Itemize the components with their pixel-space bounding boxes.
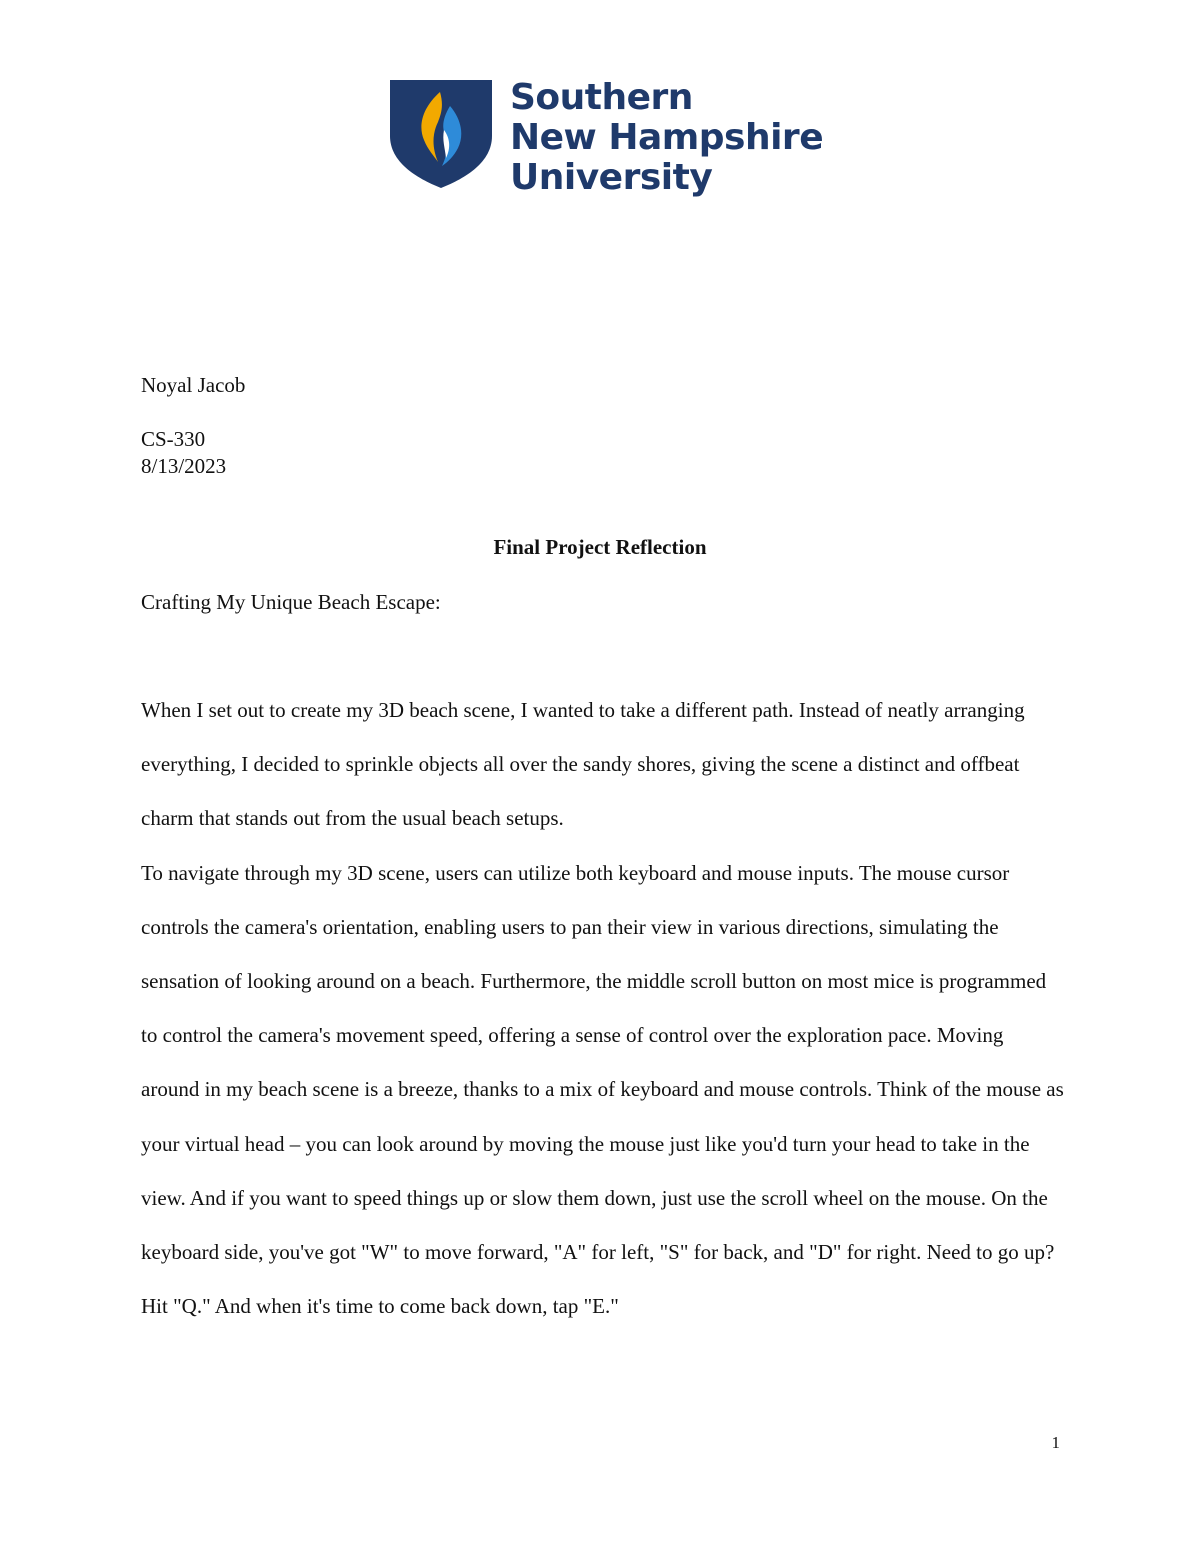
submission-date: 8/13/2023 (141, 454, 227, 478)
university-name (510, 78, 823, 198)
course-code: CS-330 (141, 427, 206, 451)
author-name: Noyal Jacob (141, 373, 246, 397)
university-logo (388, 77, 824, 200)
body-text (141, 683, 1066, 1333)
shield-flame-icon (388, 78, 494, 190)
section-heading: Crafting My Unique Beach Escape: (141, 590, 441, 614)
document-title: Final Project Reflection (493, 535, 707, 559)
page-number: 1 (1051, 1433, 1060, 1452)
logo-line-southern: Southern (510, 77, 693, 118)
paragraph: To navigate through my 3D scene, users can utilize both keyboard and mouse inputs. The mouse cursor controls the camera's orientation, enabling users to pan their view in various directions, simulating the sensation of looking around on a beach. Furthermore, the middle scroll button on most mice is programmed to control the camera's movement speed, offering a sense of control over the exploration pace. Moving around in my beach scene is a breeze, thanks to a mix of keyboard and mouse controls. Think of the mouse as your virtual head – you can look around by moving the mouse just like you'd turn your head to take in the view. And if you want to speed things up or slow them down, just use the scroll wheel on the mouse. On the keyboard side, you've got "W" to move forward, "A" for left, "S" for back, and "D" for right. Need to go up? Hit "Q." And when it's time to come back down, tap "E." (141, 860, 1064, 1319)
logo-line-university: University (510, 157, 713, 198)
logo-line-new-hampshire: New Hampshire (510, 117, 824, 158)
paragraph: When I set out to create my 3D beach scene, I wanted to take a different path. Instead of neatly arranging everything, I decided to sprinkle objects all over the sandy shores, giving the scene a distinct and offbeat charm that stands out from the usual beach setups. (141, 698, 1025, 831)
